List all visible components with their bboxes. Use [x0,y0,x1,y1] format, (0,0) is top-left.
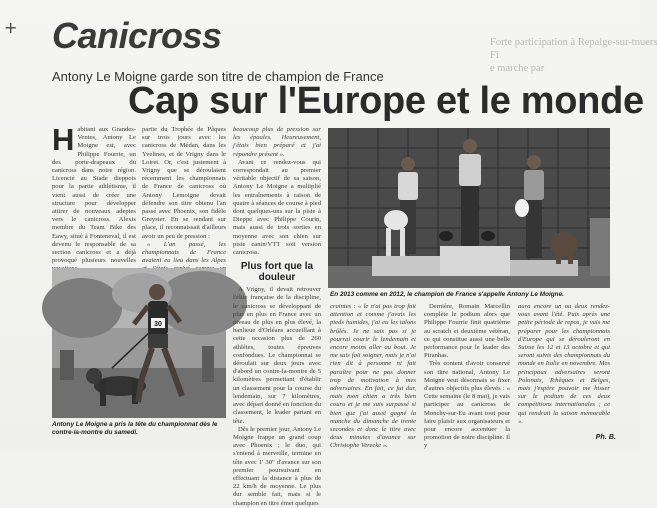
paragraph: partie du Trophée de Pâques sur trois jours avec les canicross de Médan, dans les Yvelines, et de Vrigny dans le Loiret. Or, c'est justement à Vrigny que se déroulaient récemment les championnats de France de canicross où Antony Lemoigne devait défendre son titre obtenu l'an passé avec Phoenix, son fidèle Greyster. En se rendant sur place, il reconnaissait d'ailleurs avoir un peu de pression : [142,126,226,240]
plus-icon: + [4,18,18,37]
paragraph: Dès le premier jour, Antony Le Moigne frappe un grand coup avec Phoenix ; le duo, qui s'entend à merveille, termine en tête avec 1' 30" d'avance sur son premier poursuivant en effectuant la distance à plus de 22 km/h de moyenne. Le plus dur semble fait, mais si le champion en titre émet quelques [233,425,321,507]
bib-number: 30 [154,321,162,328]
paragraph: A Vrigny, il devait retrouver l'élite française de la discipline, le canicross se développant de plus en plus en France avec un niveau de plus en plus élevé, la banlieue d'Orléans accueillant à cette occasion plus de 260 athlètes, toutes épreuves confondues. Le championnat se déroulait sur deux jours avec d'abord un contre-la-montre de 5 kilomètres permettant d'établir un classement pour la course du lendemain, sur 7 kilomètres, avec départ donné en fonction du classement, le leader partant en tête. [233,286,321,425]
quote-paragraph: beaucoup plus de pression sur les épaules. Heureusement, j'étais bien préparé et j'ai répondre présent ». [233,126,321,158]
section-title: Canicross [52,15,222,56]
photo-caption-right: En 2013 comme en 2012, le champion de France s'appelle Antony Le Moigne. [330,291,564,298]
bleed-line: e marche par [490,63,545,74]
quote-paragraph: aura encore un ou deux rendez-vous avant l'été. Puis après une petite période de repos, je vais me préparer pour les championnats d'Europe qui se dérouleront en Suisse les 12 et 13 octobre et qui seront suivis des championnats du monde en Italie en novembre. Mes principaux adversaires seront Polonais, Tchèques et Belges, mais j'espère pouvoir me hisser sur le podium de ces deux compétitions internationales ; ce qui rendrait la saison mémorable ». [518,303,610,425]
paragraph: Dernière, Romain Marcellin complète le podium alors que Philippe Fourrie finit quatrième au scratch et deuxième vétéran, ce qui constitue aussi une belle performance pour le leader des Piranhas. [424,303,510,360]
article-column-5 [424,303,510,450]
article-column-6 [518,303,610,427]
photo-credit: Ph. B. [595,432,616,441]
runner-photo [52,268,226,418]
subheading: Plus fort que la douleur [240,261,314,284]
article-column-4 [330,303,416,450]
drop-cap: H [52,122,75,157]
bleed-line: Forte participation à Repalge-sur-tnuers [490,37,657,48]
kicker: Antony Le Moigne garde son titre de champion de France [52,69,384,84]
paragraph: abitant aux Grandes-Ventes, Antony Le Moigne est, avec Philippe Fourrie, un des porte-drapeaux du canicross dans notre région. Licencié au Stade dieppois pour la partie athlétisme, il vient aussi de créer une structure pour développer attirer de nouveaux adeptes vers le canicross. Alexis membre du Team Bike des Eawy, situé à Fonteneval, il est devenu le responsable de sa section canicross et a déjà provoqué plusieurs nouvelles [52,126,136,265]
headline: Cap sur l'Europe et le monde [128,80,644,122]
quote-paragraph: craintes : « le n'ai pas trop fait attention et comme j'avais les pieds humides, j'ai eu les talons brûlés. Je ne sais pas si je pourrai courir le lendemain et encore moins aller au bout. Je me suis fait soigner, mais je n'ai rien dit à personne ni fait paraître pour ne pas donner trop de motivation à mes adversaires. En fait, ce fut dur, mais mon chien a très bien couru et je me suis surpassé si bien que j'ai aussi gagné la manche du dimanche de trente secondes et donc le titre avec deux minutes d'avance sur Christophe Verecke ». [330,303,416,450]
bleed-line: Fi [490,50,499,61]
article-column-1 [52,122,136,265]
article-column-3 [233,126,321,507]
paragraph: Très content d'avoir conservé son titre national, Antony Le Moigne veut désormais se fixer d'autres objectifs plus élevés : « Cette semaine (le 8 mai), je vais participer au canicross de Monchy-sur-Eu avant tout pour faire plaisir aux organisateurs et pour encore accentuer la promotion de notre discipline. Il y [424,360,510,450]
article-column-2 [142,126,226,264]
quote-paragraph: « L'an passé, les championnats de France avaient eu lieu dans les Alpes [142,240,226,265]
bleed-through-text [490,36,657,78]
podium-photo [328,128,610,288]
photo-caption-left: Antony Le Moigne a pris la tête du championnat dès le contre-la-montre du samedi. [52,421,218,436]
paragraph: Avant ce rendez-vous qui correspondait au premier véritable objectif de sa saison, Antony Le Moigne a multiplié les entraînements à raison de quatre à séances de course à pied dont quelques-uns sur la piste à Dieppe avec Philippe Courin, mais aussi de trois sorties en moyenne avec son chien sur piste canin/VTT soit version canicross. [233,158,321,257]
